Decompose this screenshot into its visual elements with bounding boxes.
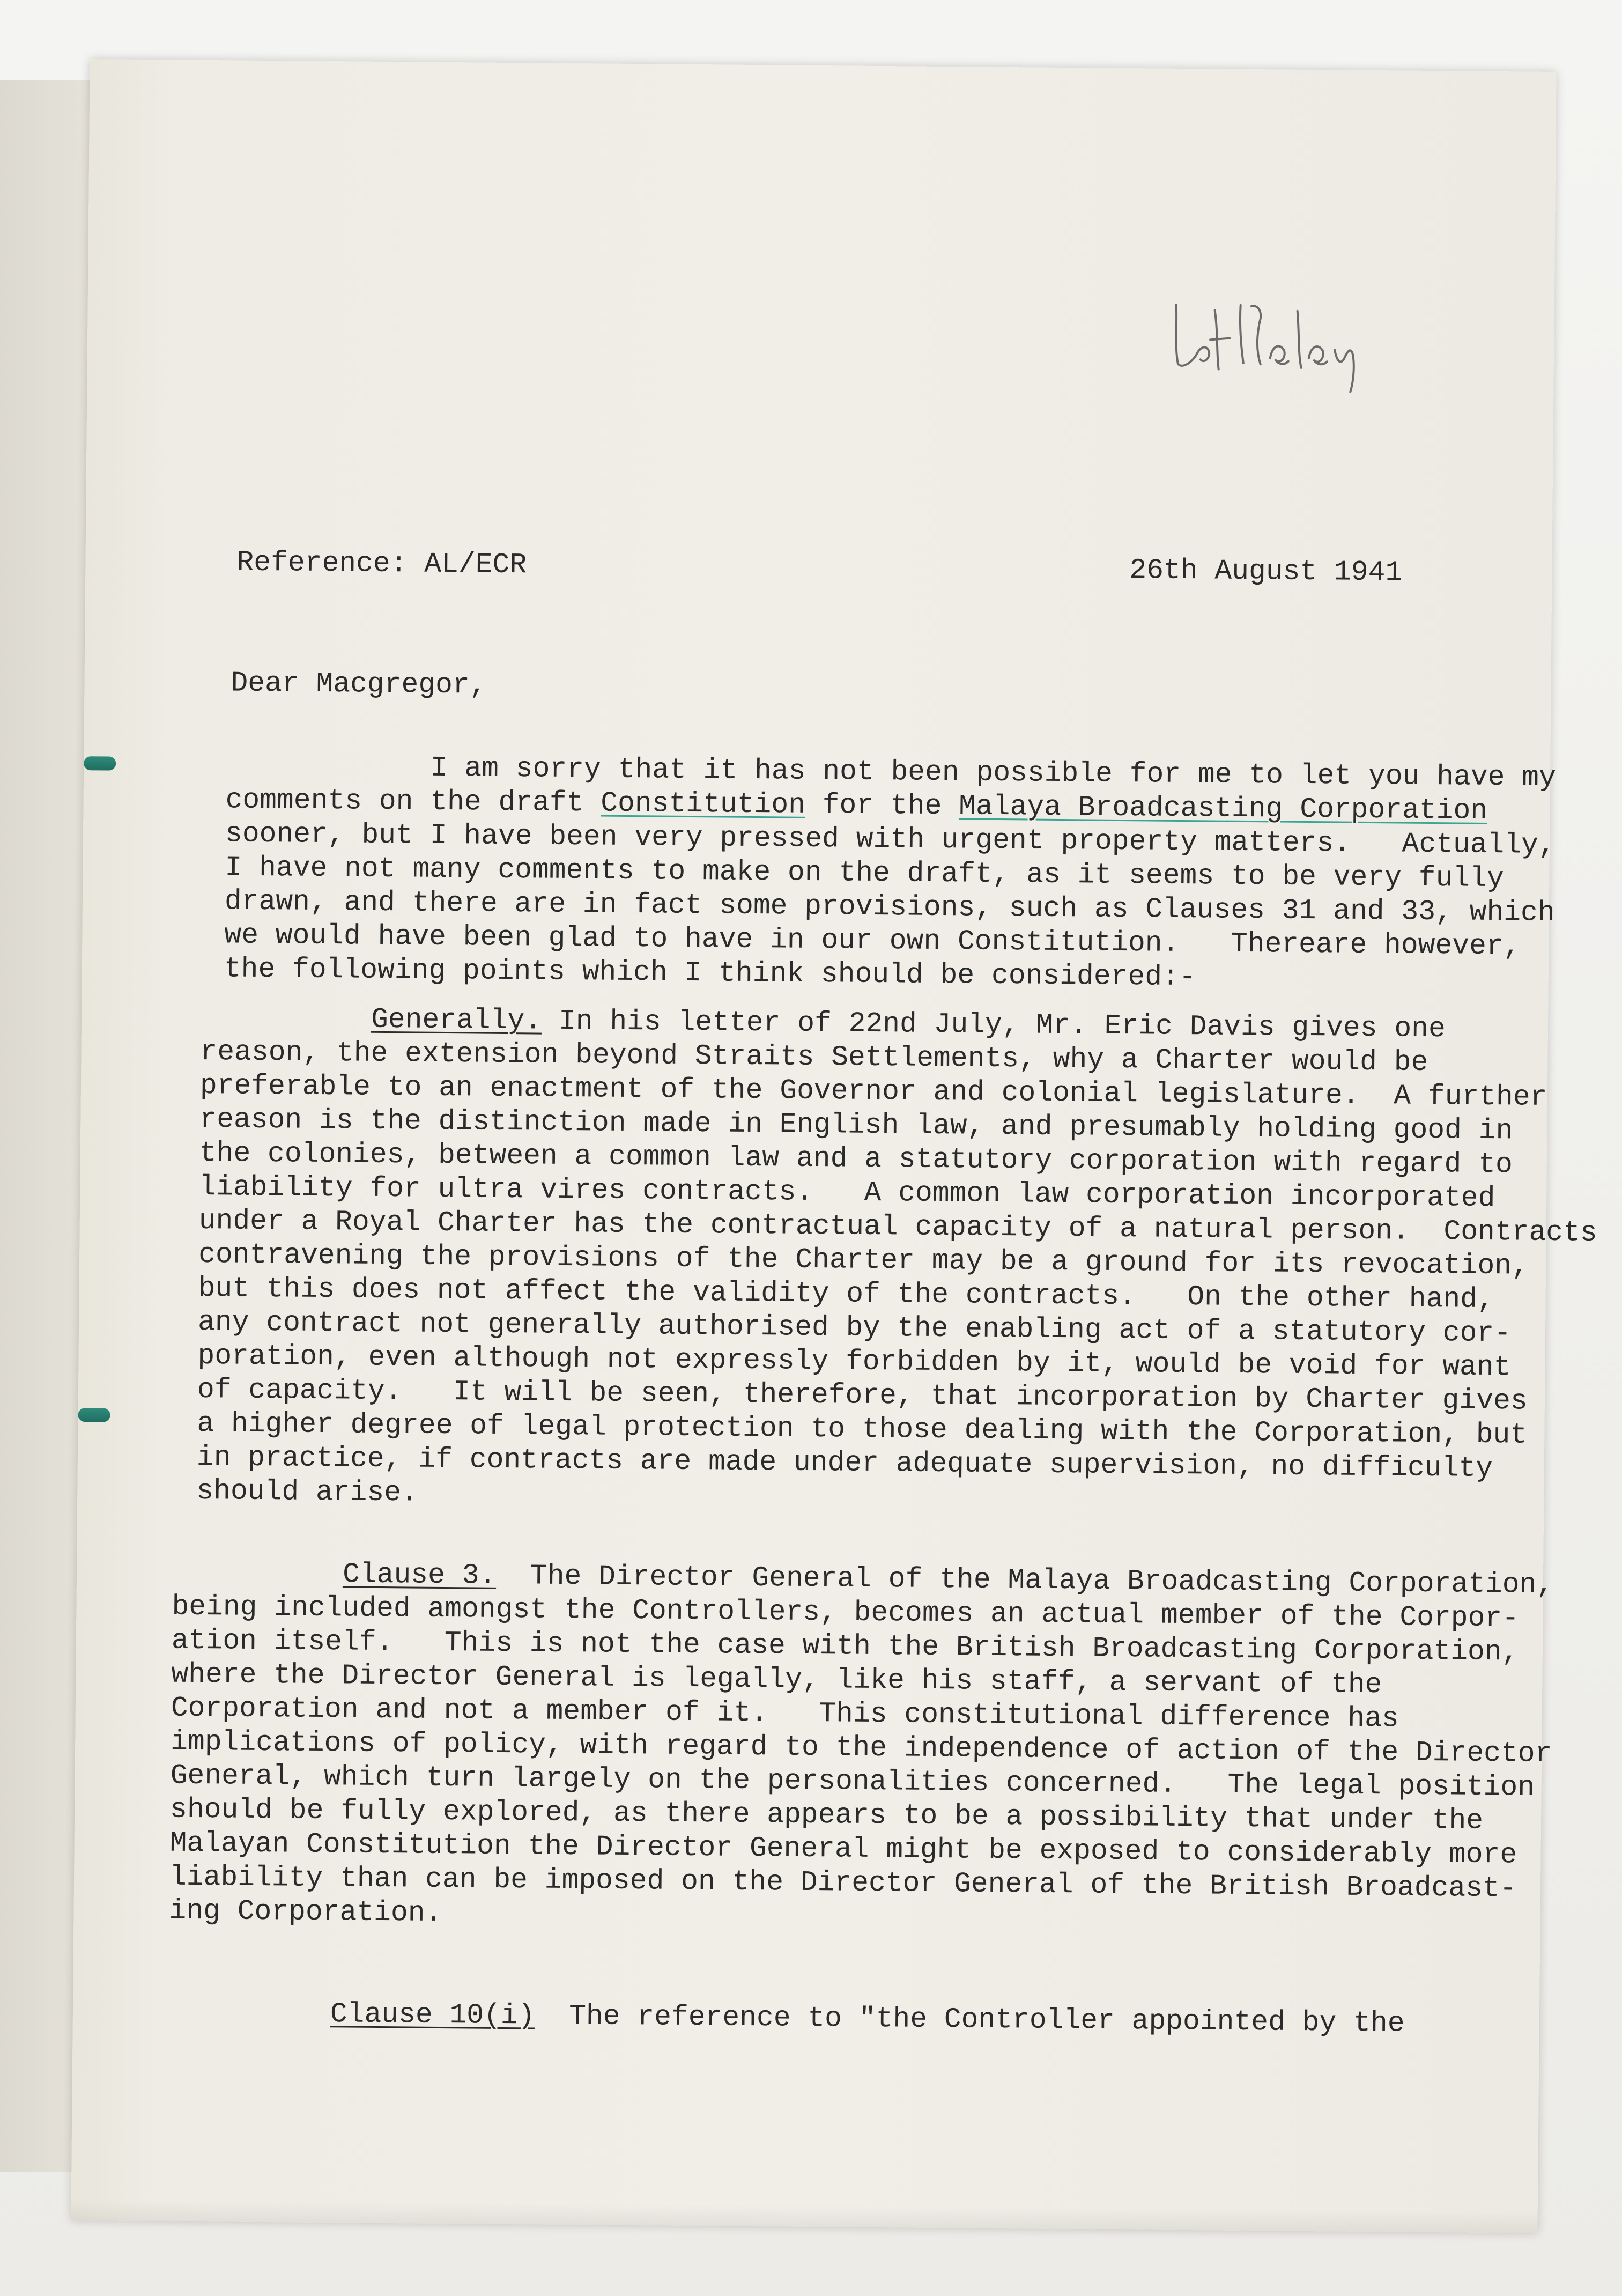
- paragraph-clause-3: Clause 3. The Director General of the Malaya Broadcasting Corporation, being included amongst the Controllers, becomes an actual member of the Corpor- ation itself. This is not the case with the British Broadcasting Corporation, where the Director General is legally, like his staff, a servant of the Corporation and not a member of it. This constitutional difference has implications of policy, with regard to the independence of action of the Director General, which turn largely on the personalities concerned. The legal position should be fully explored, as there appears to be a possibility that under the Malayan Constitution the Director General might be exposed to considerably more liability than can be imposed on the Director General of the British Broadcast- ing Corporation.: [169, 1558, 1554, 1930]
- paragraph-intro: I am sorry that it has not been possible for me to let you have my comments on the draft Constitution for the Malaya Broadcasting Corporation sooner, but I have been very pressed with urgent property matters. Actually, I have not many comments to make on the draft, as it seems to be very fully drawn, and there are in fact some provisions, such as Clauses 31 and 33, which we would have been glad to have in our own Constitution. Thereare however, the following points which I think should be considered:-: [224, 750, 1557, 994]
- heading-clause-3: Clause 3.: [342, 1558, 497, 1592]
- treasury-tag-icon: [84, 756, 116, 771]
- paragraph-generally: Generally. In his letter of 22nd July, Mr. Eric Davis gives one reason, the extension beyond Straits Settlements, why a Charter would be preferable to an enactment of the Governor and colonial legislature. A further reason is the distinction made in English law, and presumably holding good in the colonies, between a common law and a statutory corporation with regard to liability for ultra vires contracts. A common law corporation incorporated under a Royal Charter has the contractual capacity of a natural person. Contracts contravening the provisions of the Charter may be a ground for its revocation, but this does not affect the validity of the contracts. On the other hand, any contract not generally authorised by the enabling act of a statutory cor- poration, even although not expressly forbidden by it, would be void for want of capacity. It will be seen, therefore, that incorporation by Charter gives a higher degree of legal protection to those dealing with the Corporation, but in practice, if contracts are made under adequate supervision, no difficulty should arise.: [196, 1003, 1597, 1509]
- handwritten-annotation: [1165, 289, 1412, 398]
- treasury-tag-icon: [78, 1408, 110, 1422]
- heading-generally: Generally.: [371, 1003, 542, 1037]
- letter-date: 26th August 1941: [1129, 554, 1403, 589]
- salutation: Dear Macgregor,: [231, 667, 487, 702]
- paragraph-clause-10: Clause 10(i) The reference to "the Controller appointed by the: [330, 1998, 1405, 2040]
- letter-page: [71, 59, 1597, 2233]
- reference-line: Reference: AL/ECR: [236, 546, 527, 581]
- heading-clause-10: Clause 10(i): [330, 1998, 535, 2032]
